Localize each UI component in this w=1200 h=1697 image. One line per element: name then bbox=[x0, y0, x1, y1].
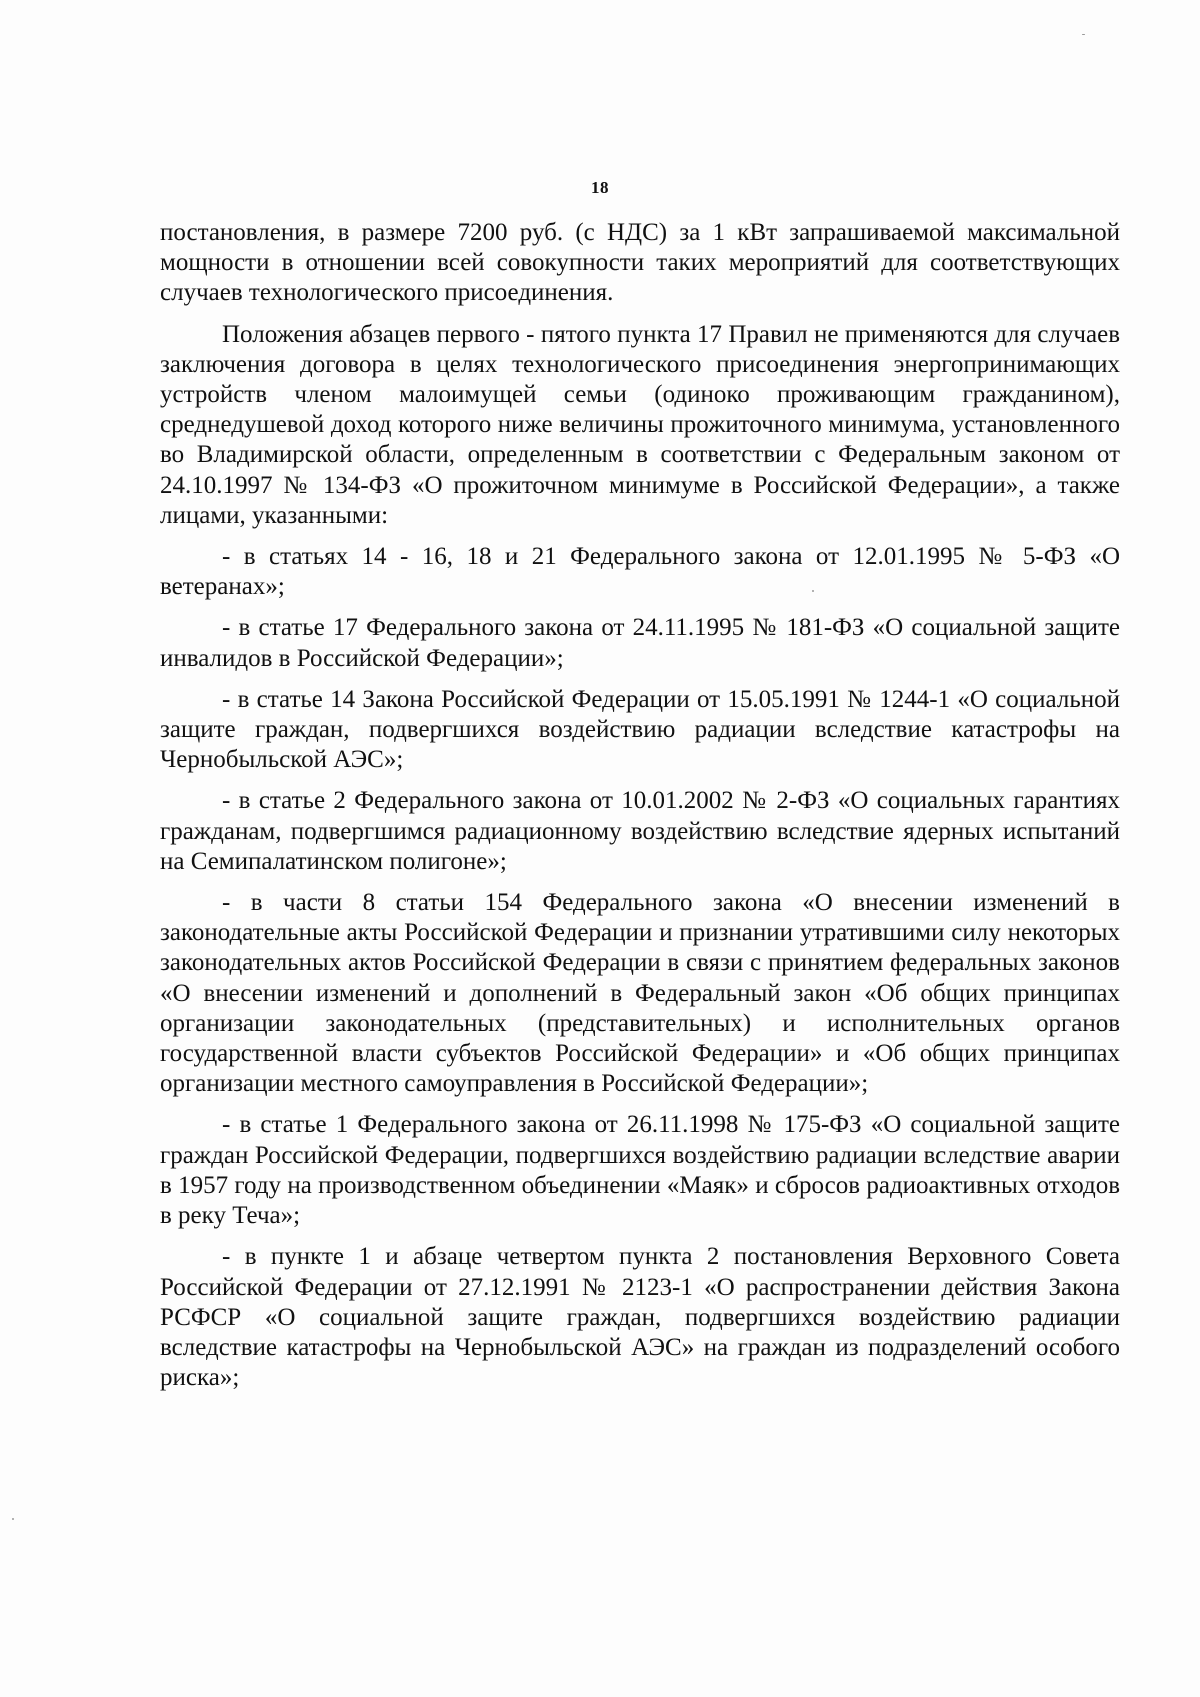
page-number: 18 bbox=[591, 178, 609, 197]
scan-speck bbox=[1082, 34, 1085, 35]
paragraph-provisions: Положения абзацев первого - пятого пункта 17 Правил не применяются для случаев заключения договора в целях технологического присоединения энергопринимающих устройств членом малоимущей семьи (одиноко проживающим гражданином), среднедушевой доход которого ниже величины прожиточного минимума, установленного во Владимирской области, определенным в соответствии с Федеральным законом от 24.10.1997 № 134-ФЗ «О прожиточном минимуме в Российской Федерации», а также лицами, указанными: bbox=[160, 320, 1120, 529]
list-item-article-154-law: - в части 8 статьи 154 Федерального закона «О внесении изменений в законодательные акты Российской Федерации и признании утратившими силу некоторых законодательных актов Российской Федерации в связи с принятием федеральных законов «О внесении изменений и дополнений в Федеральный закон «Об общих принципах организации законодательных (представительных) и исполнительных органов государственной власти субъектов Российской Федерации» и «Об общих принципах организации местного самоуправления в Российской Федерации»; bbox=[160, 889, 1120, 1098]
list-item-mayak-law: - в статье 1 Федерального закона от 26.11.1998 № 175-ФЗ «О социальной защите граждан Российской Федерации, подвергшихся воздействию радиации вследствие аварии в 1957 году на производственном объединении «Маяк» и сбросов радиоактивных отходов в реку Теча»; bbox=[160, 1111, 1120, 1230]
list-item-disabled-protection-law: - в статье 17 Федерального закона от 24.11.1995 № 181-ФЗ «О социальной защите инвалидов в Российской Федерации»; bbox=[160, 614, 1120, 672]
list-item-supreme-council-resolution: - в пункте 1 и абзаце четвертом пункта 2 постановления Верховного Совета Российской Федерации от 27.12.1991 № 2123-1 «О распространении действия Закона РСФСР «О социальной защите граждан, подвергшихся воздействию радиации вследствие катастрофы на Чернобыльской АЭС» на граждан из подразделений особого риска»; bbox=[160, 1243, 1120, 1392]
document-body bbox=[160, 218, 1120, 1404]
list-item-veterans-law: - в статьях 14 - 16, 18 и 21 Федерального закона от 12.01.1995 № 5-ФЗ «О ветеранах»; bbox=[160, 543, 1120, 601]
list-item-semipalatinsk-law: - в статье 2 Федерального закона от 10.01.2002 № 2-ФЗ «О социальных гарантиях гражданам, подвергшимся радиационному воздействию вследствие ядерных испытаний на Семипалатинском полигоне»; bbox=[160, 787, 1120, 875]
scan-speck bbox=[12, 1518, 14, 1520]
scan-speck bbox=[812, 590, 814, 592]
list-item-chernobyl-law: - в статье 14 Закона Российской Федерации от 15.05.1991 № 1244-1 «О социальной защите граждан, подвергшихся воздействию радиации вследствие катастрофы на Чернобыльской АЭС»; bbox=[160, 685, 1120, 774]
paragraph-continuation: постановления, в размере 7200 руб. (с НДС) за 1 кВт запрашиваемой максимальной мощности в отношении всей совокупности таких мероприятий для соответствующих случаев технологического присоединения. bbox=[160, 219, 1120, 307]
